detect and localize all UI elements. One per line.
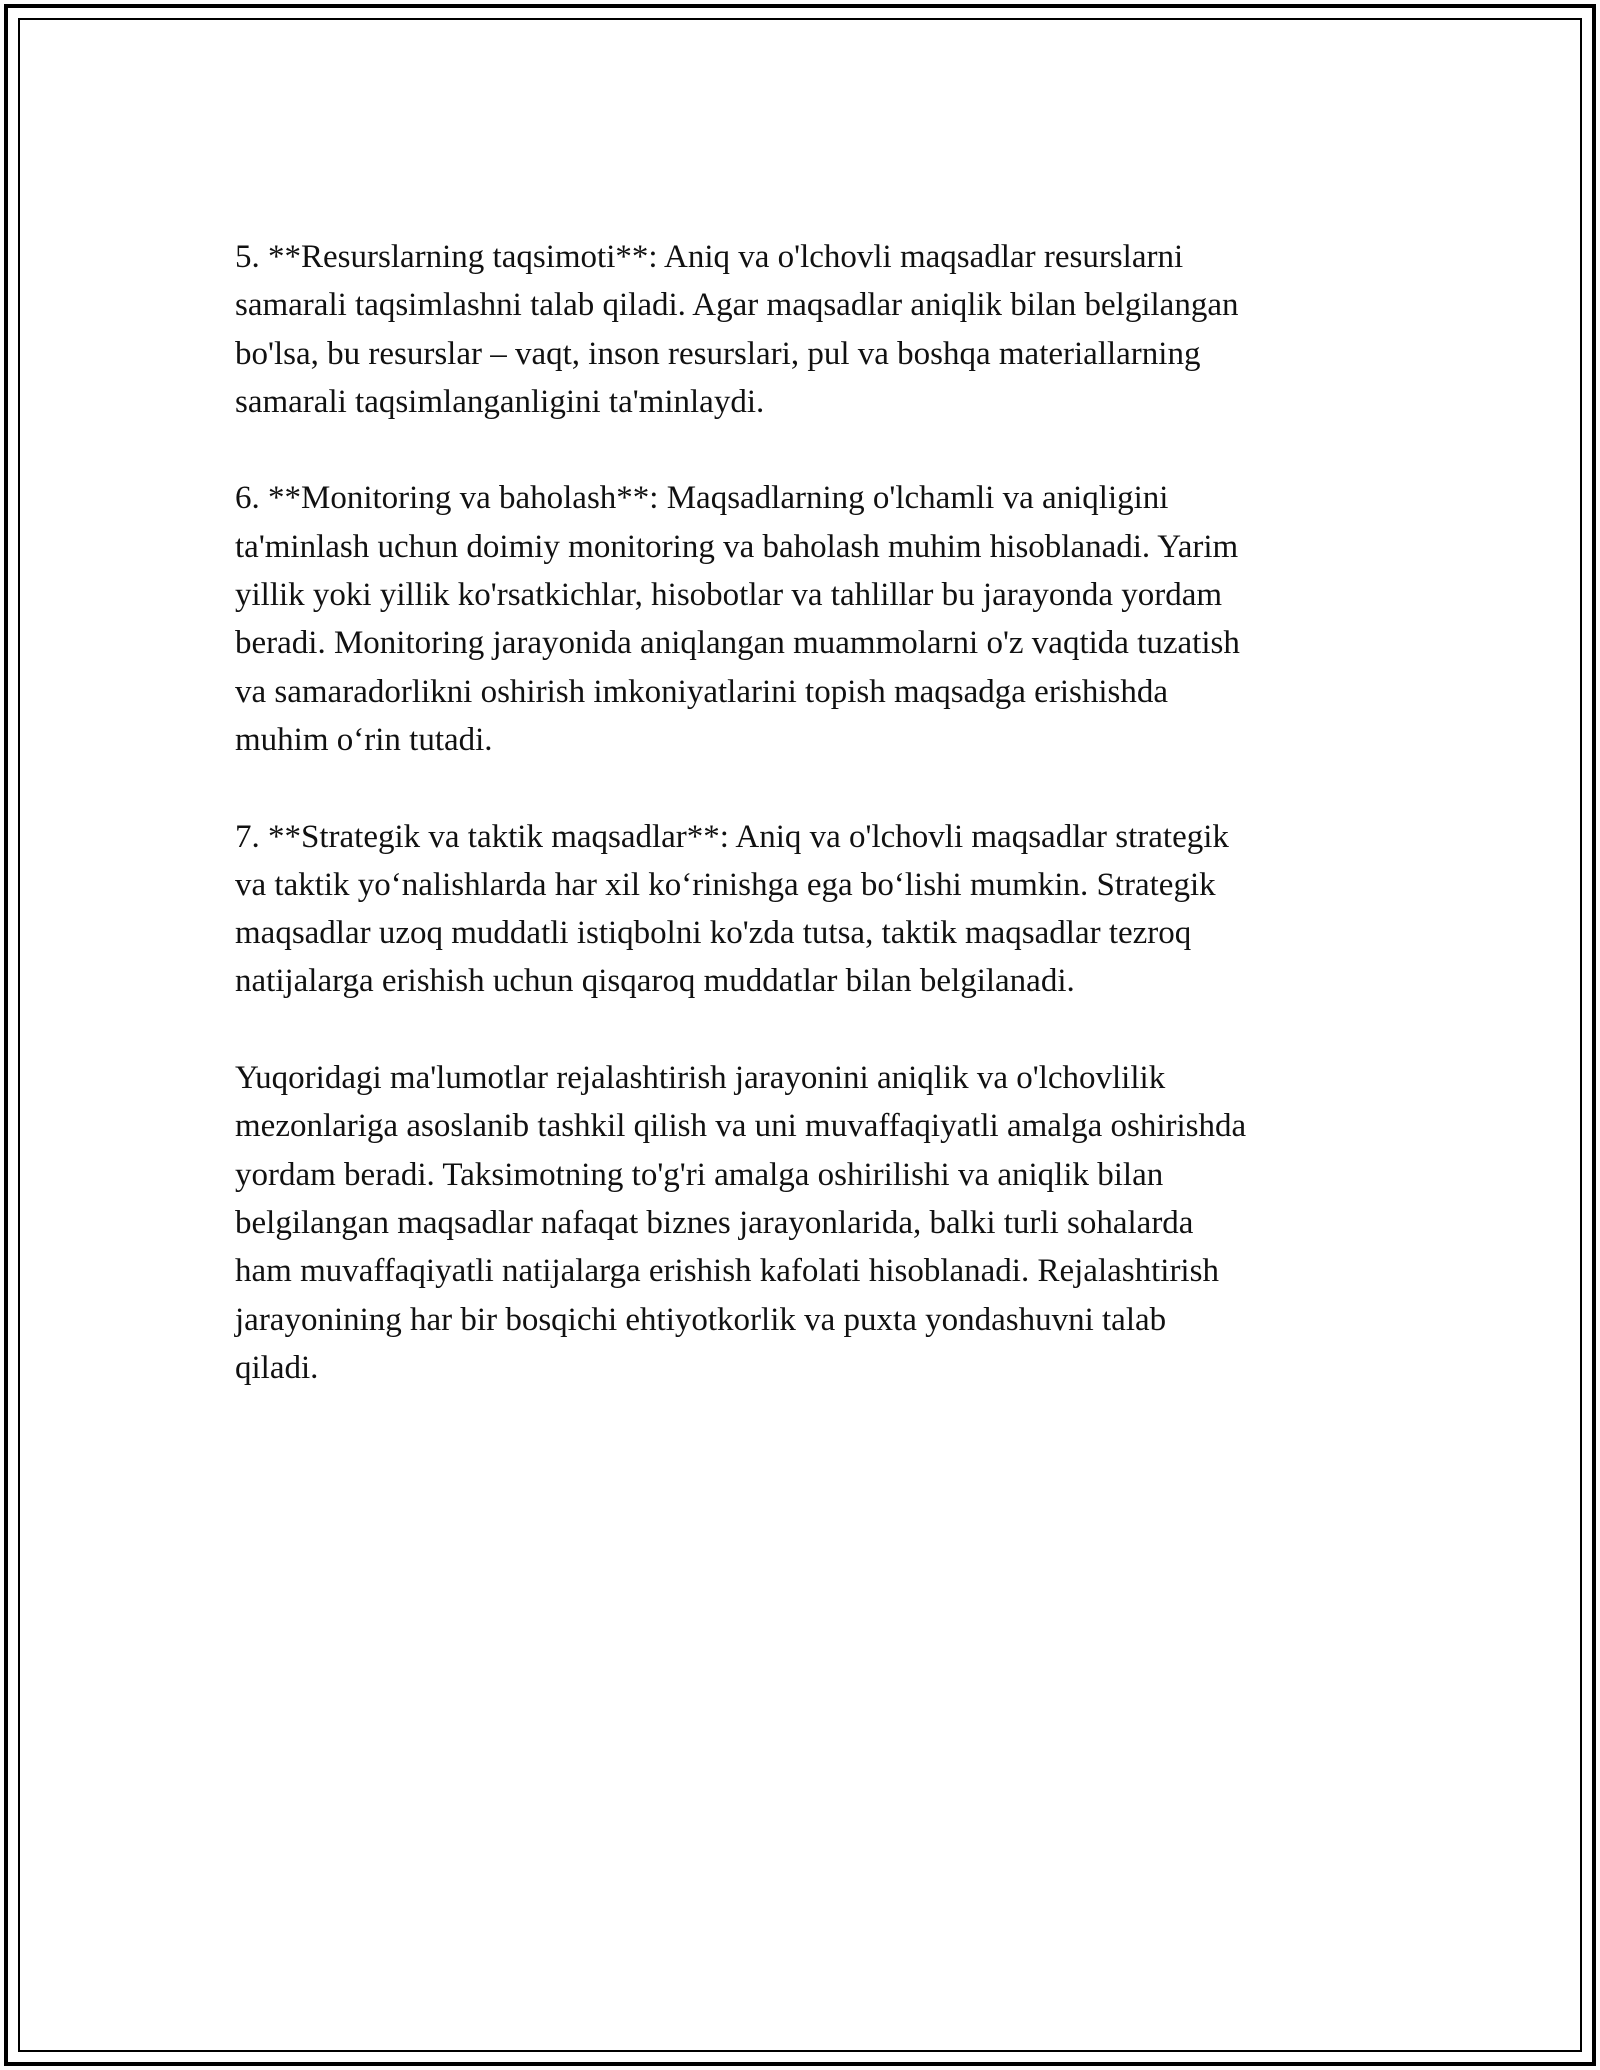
paragraph-resurslarning-taqsimoti: 5. **Resurslarning taqsimoti**: Aniq va o'lchovli maqsadlar resurslarni samarali taqsimlashni talab qiladi. Agar maqsadlar aniqlik bilan belgilangan bo'lsa, bu resurslar – vaqt, inson resurslari, pul va boshqa materiallarning samarali taqsimlanganligini ta'minlaydi. bbox=[235, 239, 1239, 420]
paragraph-conclusion: Yuqoridagi ma'lumotlar rejalashtirish jarayonini aniqlik va o'lchovlilik mezonlariga asoslanib tashkil qilish va uni muvaffaqiyatli amalga oshirishda yordam beradi. Taksimotning to'g'ri amalga oshirilishi va aniqlik bilan belgilangan maqsadlar nafaqat biznes jarayonlarida, balki turli sohalarda ham muvaffaqiyatli natijalarga erishish kafolati hisoblanadi. Rejalashtirish jarayonining har bir bosqichi ehtiyotkorlik va puxta yondashuvni talab qiladi. bbox=[235, 1060, 1247, 1386]
document-body bbox=[235, 233, 1375, 1440]
paragraph-monitoring-va-baholash: 6. **Monitoring va baholash**: Maqsadlarning o'lchamli va aniqligini ta'minlash uchun doimiy monitoring va baholash muhim hisoblanadi. Yarim yillik yoki yillik ko'rsatkichlar, hisobotlar va tahlillar bu jarayonda yordam beradi. Monitoring jarayonida aniqlangan muammolarni o'z vaqtida tuzatish va samaradorlikni oshirish imkoniyatlarini topish maqsadga erishishda muhim o‘rin tutadi. bbox=[235, 480, 1240, 758]
paragraph-strategik-va-taktik-maqsadlar: 7. **Strategik va taktik maqsadlar**: Aniq va o'lchovli maqsadlar strategik va taktik yo‘nalishlarda har xil ko‘rinishga ega bo‘lishi mumkin. Strategik maqsadlar uzoq muddatli istiqbolni ko'zda tutsa, taktik maqsadlar tezroq natijalarga erishish uchun qisqaroq muddatlar bilan belgilanadi. bbox=[235, 818, 1229, 1000]
